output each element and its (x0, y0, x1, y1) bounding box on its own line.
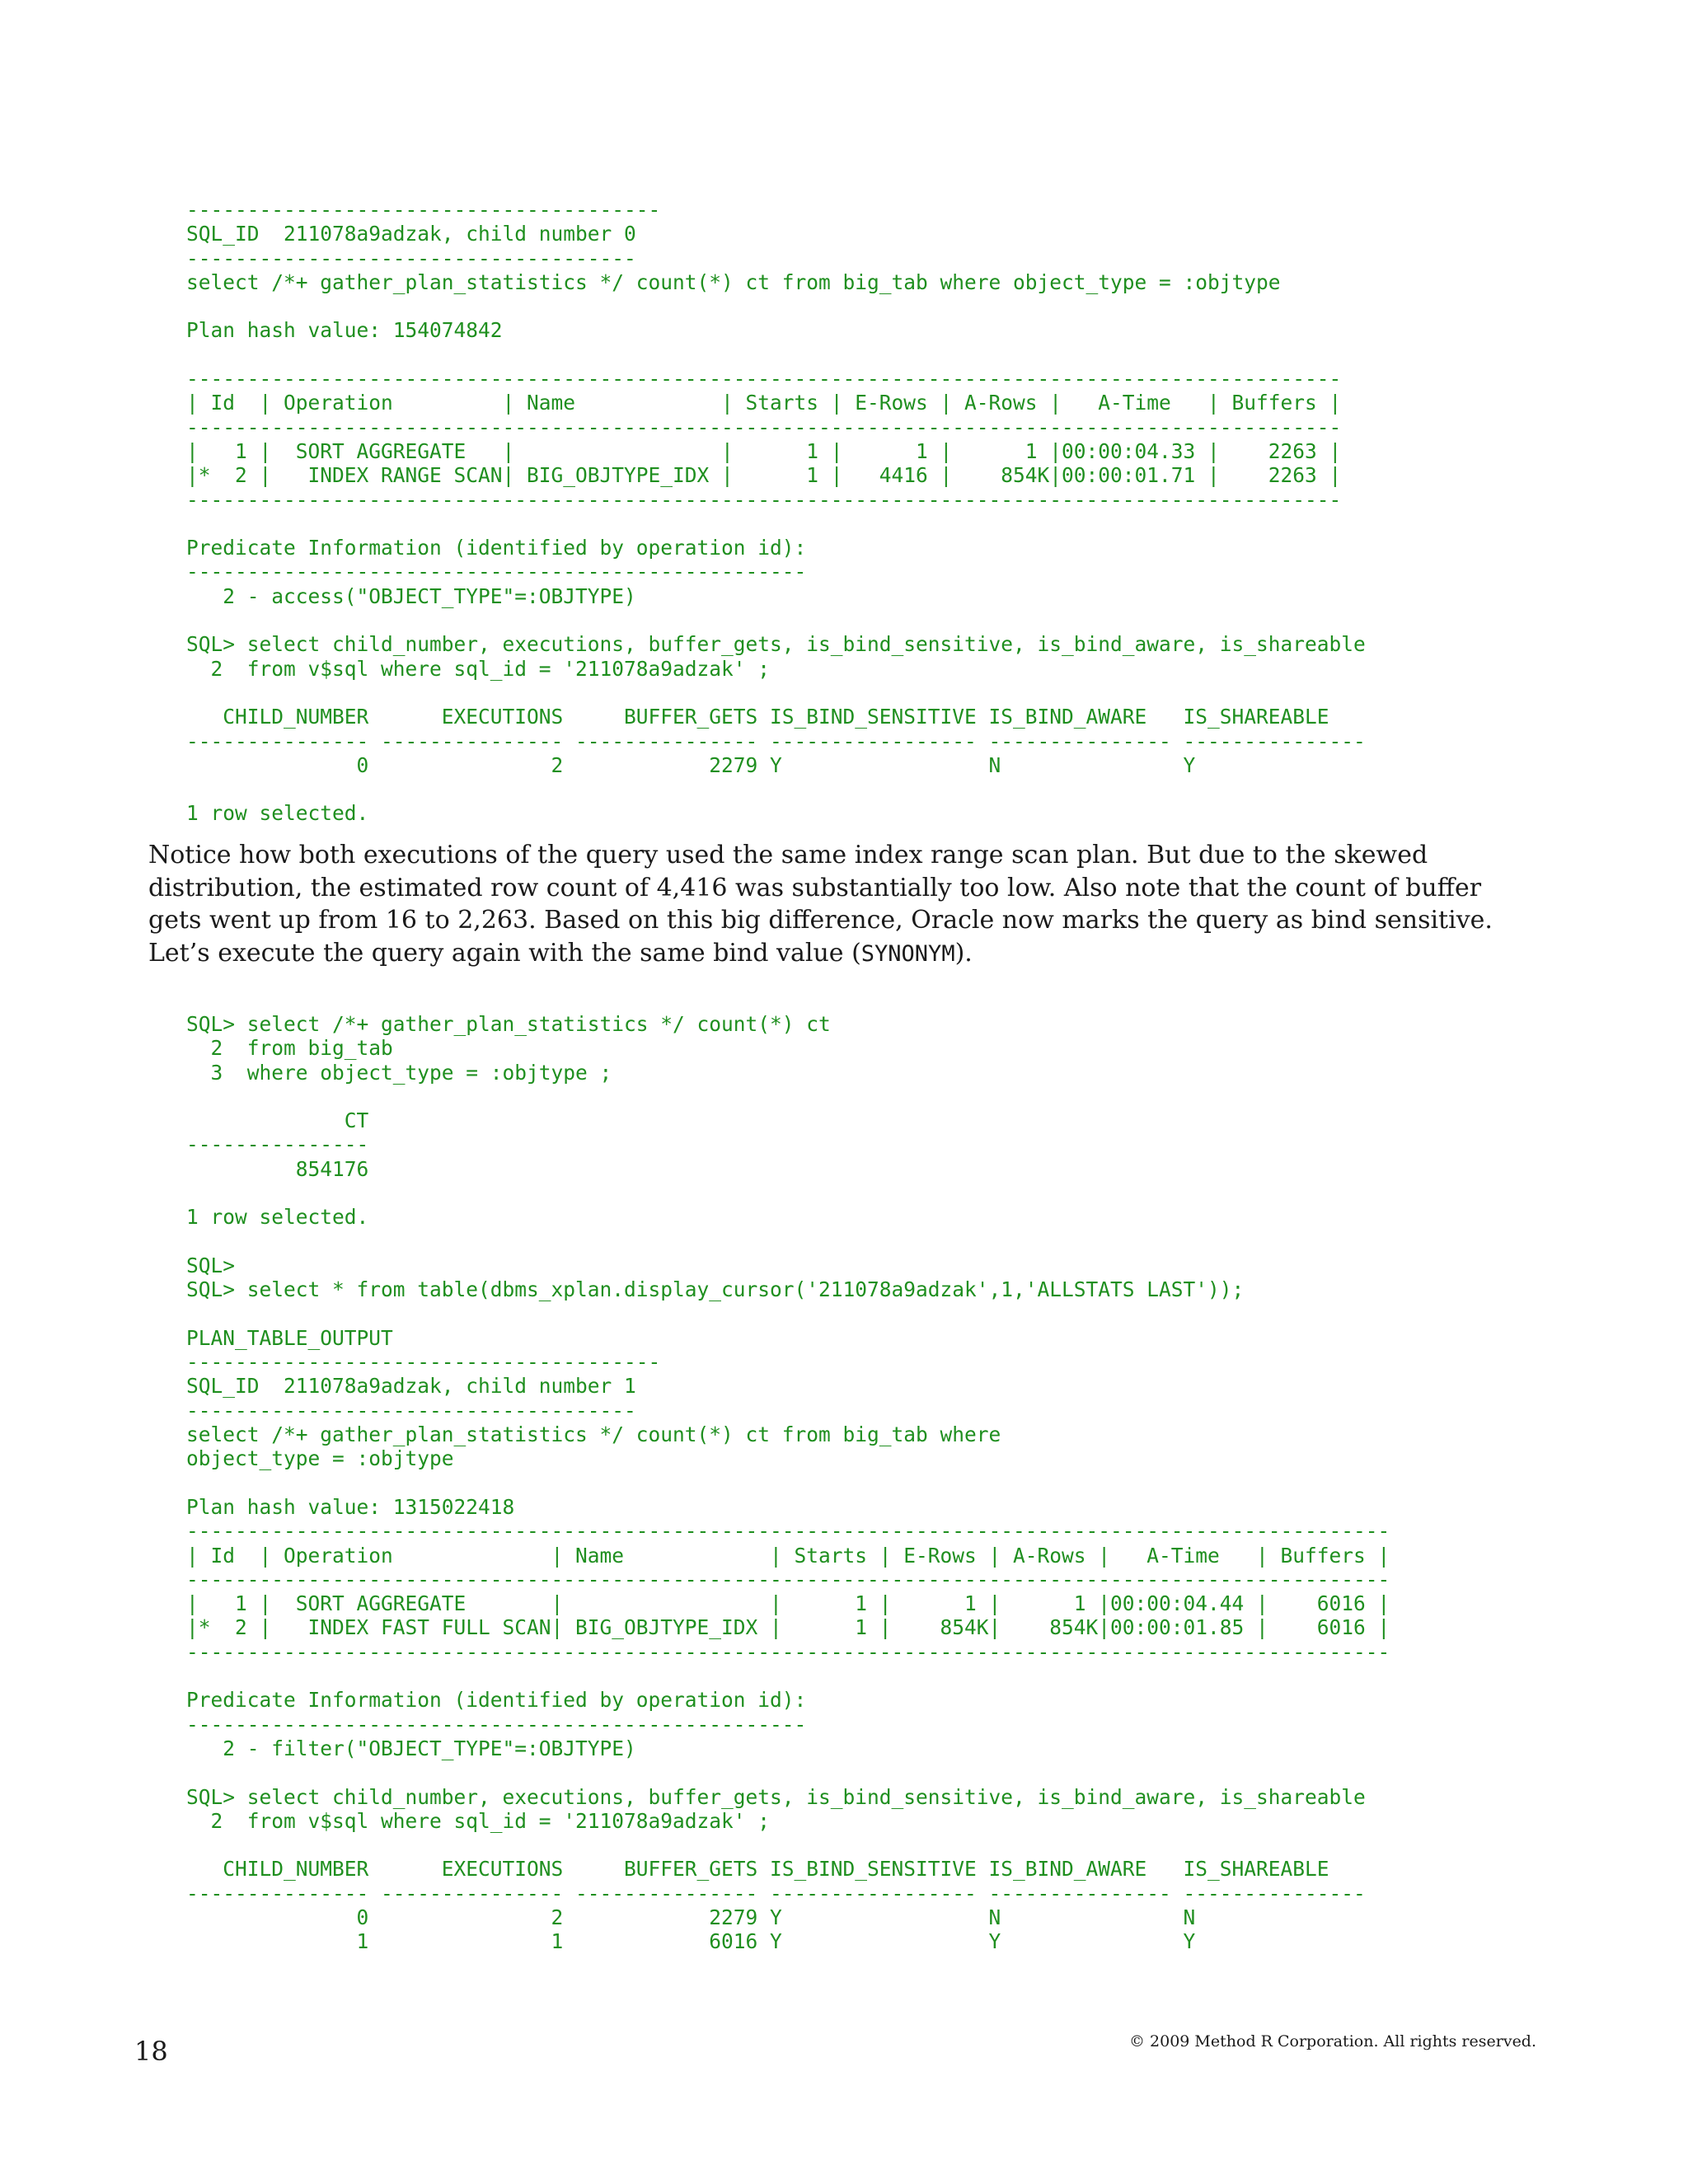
body-paragraph (148, 839, 1541, 970)
code-line (186, 1181, 1390, 1205)
copyright-notice: © 2009 Method R Corporation. All rights reserved. (1129, 2032, 1537, 2050)
code-line: | 1 | SORT AGGREGATE | | 1 | 1 | 1 |00:00:04.33 | 2263 | (186, 438, 1342, 463)
code-line: CHILD_NUMBER EXECUTIONS BUFFER_GETS IS_BIND_SENSITIVE IS_BIND_AWARE IS_SHAREABLE (186, 705, 1329, 729)
code-line: Predicate Information (identified by operation id): (186, 536, 807, 560)
code-line: 1 row selected. (186, 1205, 369, 1230)
code-line: --------------------------------------- (186, 1350, 661, 1375)
code-line: --------------------------------------- (186, 198, 661, 222)
code-line: SQL> select * from table(dbms_xplan.display_cursor('211078a9adzak',1,'ALLSTATS LAST')); (186, 1277, 1245, 1302)
code-line: --------------------------------------------------- (186, 1712, 807, 1736)
code-line (186, 294, 1366, 318)
code-line: 0 2 2279 Y N Y (186, 752, 1196, 777)
code-line: ----------------------------------------------------------------------------------------------- (186, 367, 1342, 391)
paragraph-text: Notice how both executions of the query used the same index range scan plan. But due to the skewed distribution, the estimated row count of 4,416 was substantially too low. Also note that the count of buffer gets went up from 16 to 2,263. Based on this big difference, Oracle now marks the query as bind sensitive. Let’s execute the query again with the same bind value ( (148, 841, 1493, 968)
code-line: SQL> select /*+ gather_plan_statistics */ count(*) ct (186, 1012, 831, 1036)
code-line: | Id | Operation | Name | Starts | E-Rows | A-Rows | A-Time | Buffers | (186, 1543, 1390, 1568)
page-number: 18 (134, 2036, 168, 2067)
code-line: 2 from v$sql where sql_id = '211078a9adzak' ; (186, 656, 771, 681)
code-line: ----------------------------------------------------------------------------------------------- (186, 487, 1342, 512)
code-line: 0 2 2279 Y N N (186, 1905, 1196, 1929)
code-line: 2 - access("OBJECT_TYPE"=:OBJTYPE) (186, 583, 636, 608)
code-line: select /*+ gather_plan_statistics */ count(*) ct from big_tab where (186, 1422, 1001, 1447)
code-line: SQL_ID 211078a9adzak, child number 1 (186, 1374, 636, 1399)
paragraph-text-end: ). (954, 938, 973, 968)
code-line (186, 1833, 1390, 1857)
code-line (186, 1302, 1390, 1326)
code-line: 2 from v$sql where sql_id = '211078a9adzak' ; (186, 1808, 771, 1833)
code-line (186, 777, 1366, 801)
code-line: CT (186, 1108, 369, 1133)
code-line: SQL_ID 211078a9adzak, child number 0 (186, 222, 636, 246)
code-line: --------------------------------------------------- (186, 560, 807, 584)
code-line: --------------- --------------- --------------- ----------------- --------------- --------------- (186, 1881, 1366, 1905)
code-line (186, 1760, 1390, 1784)
code-line: SQL> select child_number, executions, buffer_gets, is_bind_sensitive, is_bind_aware, is_shareable (186, 1784, 1366, 1809)
code-line: object_type = :objtype (186, 1446, 454, 1471)
code-line (186, 1230, 1390, 1254)
code-line: --------------------------------------------------------------------------------------------------- (186, 1567, 1390, 1591)
code-line: ------------------------------------- (186, 1398, 636, 1422)
code-line: CHILD_NUMBER EXECUTIONS BUFFER_GETS IS_BIND_SENSITIVE IS_BIND_AWARE IS_SHAREABLE (186, 1857, 1329, 1882)
code-line: | 1 | SORT AGGREGATE | | 1 | 1 | 1 |00:00:04.44 | 6016 | (186, 1591, 1390, 1616)
code-line: 1 row selected. (186, 801, 369, 826)
code-block-child-1 (186, 1012, 1390, 1954)
code-line: 3 where object_type = :objtype ; (186, 1060, 612, 1085)
code-line (186, 1664, 1390, 1688)
code-line: | Id | Operation | Name | Starts | E-Rows | A-Rows | A-Time | Buffers | (186, 391, 1342, 415)
code-line: SQL> (186, 1253, 236, 1277)
code-line: --------------- (186, 1132, 369, 1157)
code-line: --------------- --------------- --------------- ----------------- --------------- --------------- (186, 729, 1366, 753)
code-line (186, 1085, 1390, 1108)
code-line: Predicate Information (identified by operation id): (186, 1688, 807, 1713)
code-line: |* 2 | INDEX RANGE SCAN| BIG_OBJTYPE_IDX | 1 | 4416 | 854K|00:00:01.71 | 2263 | (186, 463, 1342, 488)
code-line: 854176 (186, 1156, 369, 1181)
code-line: |* 2 | INDEX FAST FULL SCAN| BIG_OBJTYPE_IDX | 1 | 854K| 854K|00:00:01.85 | 6016 | (186, 1615, 1390, 1640)
code-line: ----------------------------------------------------------------------------------------------- (186, 415, 1342, 439)
inline-code-synonym: SYNONYM (860, 940, 955, 967)
code-line: Plan hash value: 154074842 (186, 318, 503, 343)
code-line: 2 from big_tab (186, 1036, 393, 1061)
code-line: select /*+ gather_plan_statistics */ count(*) ct from big_tab where object_type = :objtype (186, 269, 1281, 294)
code-line (186, 343, 1366, 367)
code-line: SQL> select child_number, executions, buffer_gets, is_bind_sensitive, is_bind_aware, is_shareable (186, 632, 1366, 657)
code-line: 2 - filter("OBJECT_TYPE"=:OBJTYPE) (186, 1736, 636, 1760)
code-line: 1 1 6016 Y Y Y (186, 1929, 1196, 1954)
code-line (186, 681, 1366, 705)
code-line: PLAN_TABLE_OUTPUT (186, 1325, 393, 1350)
code-line (186, 512, 1366, 536)
code-line (186, 1471, 1390, 1495)
code-line: --------------------------------------------------------------------------------------------------- (186, 1639, 1390, 1664)
code-block-child-0 (186, 198, 1366, 826)
code-line: Plan hash value: 1315022418 (186, 1494, 515, 1519)
code-line (186, 608, 1366, 632)
code-line: ------------------------------------- (186, 246, 636, 270)
code-line: --------------------------------------------------------------------------------------------------- (186, 1519, 1390, 1544)
